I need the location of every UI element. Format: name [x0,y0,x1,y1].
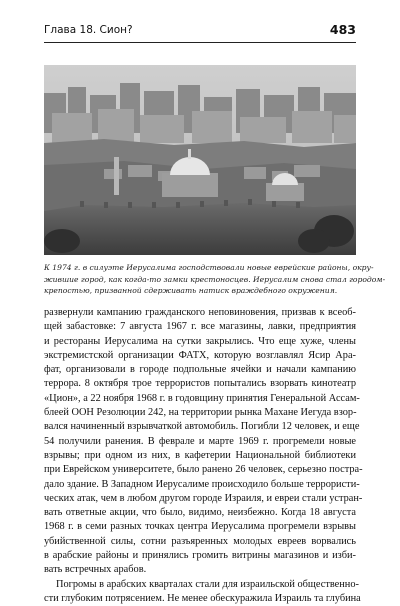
running-header [44,22,356,38]
text-line: развернули кампанию гражданского неповиновения, призвав к всеоб- [44,307,356,318]
text-line: экстремистской организации ФАТХ, которую возглавлял Ясир Ара- [44,349,356,361]
text-line: террора. 8 октября трое террористов попытались взорвать кинотеатр [44,378,356,390]
body-text [44,306,363,606]
text-line: 54 получили ранения. В феврале и марте 1969 г. прогремели новые [44,435,356,447]
photo-illustration [44,65,356,255]
caption-line: К 1974 г. в силуэте Иерусалима господствовали новые еврейские районы, окру- [44,263,374,272]
caption-line: жившие город, как когда-то замки крестоносцев. Иерусалим снова стал городом- [44,274,386,284]
text-line: вать ответные акции, что было, видимо, неизбежно. Когда 18 августа [44,507,356,519]
header-rule [44,42,356,43]
chapter-title: Глава 18. Сион? [44,24,133,36]
text-line: блеей ООН Резолюции 242, на территории рынка Махане Иегуда взор- [44,407,357,419]
text-line: вать встречных арабов. [44,564,147,576]
text-line: дало здание. В Западном Иерусалиме происходило больше террористи- [44,478,360,490]
figure-caption [44,262,386,297]
text-line: при Еврейском университете, было ранено 26 человек, серьезно постра- [44,464,363,476]
text-line: убийственной силы, сотни разъяренных молодых евреев ворвались [44,535,356,547]
text-line: и рестораны Иерусалима на сутки закрылись. Что еще хуже, члены [44,335,356,347]
text-line: щей забастовке: 7 августа 1967 г. все магазины, лавки, предприятия [44,321,356,333]
text-line: в арабские районы и принялись громить витрины магазинов и изби- [44,550,356,562]
caption-line: крепостью, призванной сдерживать натиск враждебного окружения. [44,286,338,295]
text-line: «Цион», а 22 ноября 1968 г. в годовщину принятия Генеральной Ассам- [44,392,360,404]
text-line: 1968 г. в семи разных точках центра Иерусалима прогремели взрывы [44,521,356,533]
page-number: 483 [329,22,356,37]
text-line: взрывы; при одном из них, в кафетерии Национальной библиотеки [44,449,356,461]
text-line: ческих атак, чем в любом другом городе Израиля, и евреи стали устран- [44,492,363,504]
text-line: Погромы в арабских кварталах стали для израильской общественно- [56,578,359,590]
jerusalem-skyline-photo [44,65,356,255]
text-line: сти глубоким потрясением. Не менее обескуражила Израиль та глубина [44,592,361,604]
text-line: вался начиненный взрывчаткой автомобиль. Погибли 12 человек, и еще [44,421,360,433]
text-line: фат, организовали в городе подпольные ячейки и начали кампанию [44,364,356,376]
